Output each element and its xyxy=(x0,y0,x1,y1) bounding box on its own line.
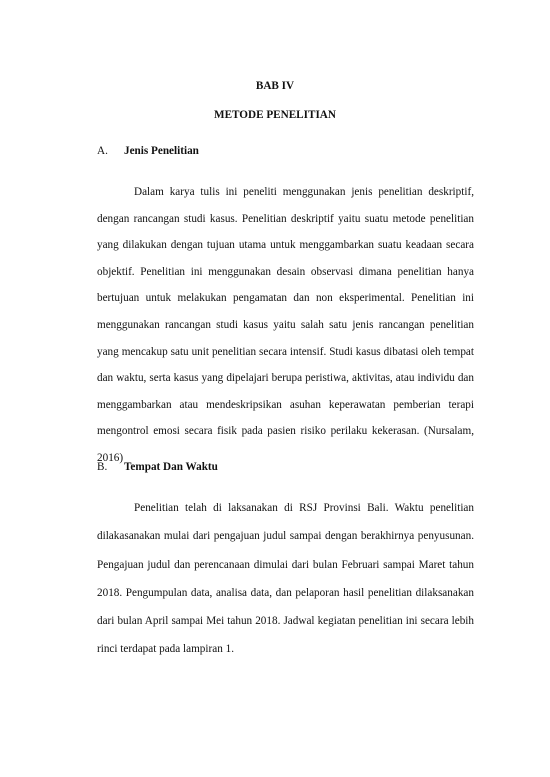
section-a-marker: A. xyxy=(97,145,108,157)
section-b-marker: B. xyxy=(97,461,108,473)
section-heading-b xyxy=(97,461,218,473)
section-b-paragraph: Penelitian telah di laksanakan di RSJ Provinsi Bali. Waktu penelitian dilakasanakan mulai dari pengajuan judul sampai dengan berakhirnya penyusunan. Pengajuan judul dan perencanaan dimulai dari bulan Februari sampai Maret tahun 2018. Pengumpulan data, analisa data, dan pelaporan hasil penelitian dilaksanakan dari bulan April sampai Mei tahun 2018. Jadwal kegiatan penelitian ini secara lebih rinci terdapat pada lampiran 1. xyxy=(97,502,474,656)
chapter-number: BAB IV xyxy=(255,80,295,92)
section-b-title: Tempat Dan Waktu xyxy=(124,461,218,473)
section-a-paragraph: Dalam karya tulis ini peneliti menggunakan jenis penelitian deskriptif, dengan rancangan studi kasus. Penelitian deskriptif yaitu suatu metode penelitian yang dilakukan dengan tujuan utama untuk menggambarkan suatu keadaan secara objektif. Penelitian ini menggunakan desain observasi dimana penelitian hanya bertujuan untuk melakukan pengamatan dan non eksperimental. Penelitian ini menggunakan rancangan studi kasus yaitu salah satu jenis rancangan penelitian yang mencakup satu unit penelitian secara intensif. Studi kasus dibatasi oleh tempat dan waktu, serta kasus yang dipelajari berupa peristiwa, aktivitas, atau individu dan menggambarkan atau mendeskripsikan asuhan keperawatan pemberian terapi mengontrol emosi secara fisik pada pasien risiko perilaku kekerasan. (Nursalam, 2016) xyxy=(97,186,474,464)
section-heading-a xyxy=(97,145,199,157)
section-a-title: Jenis Penelitian xyxy=(124,145,199,157)
chapter-title: METODE PENELITIAN xyxy=(214,109,336,121)
